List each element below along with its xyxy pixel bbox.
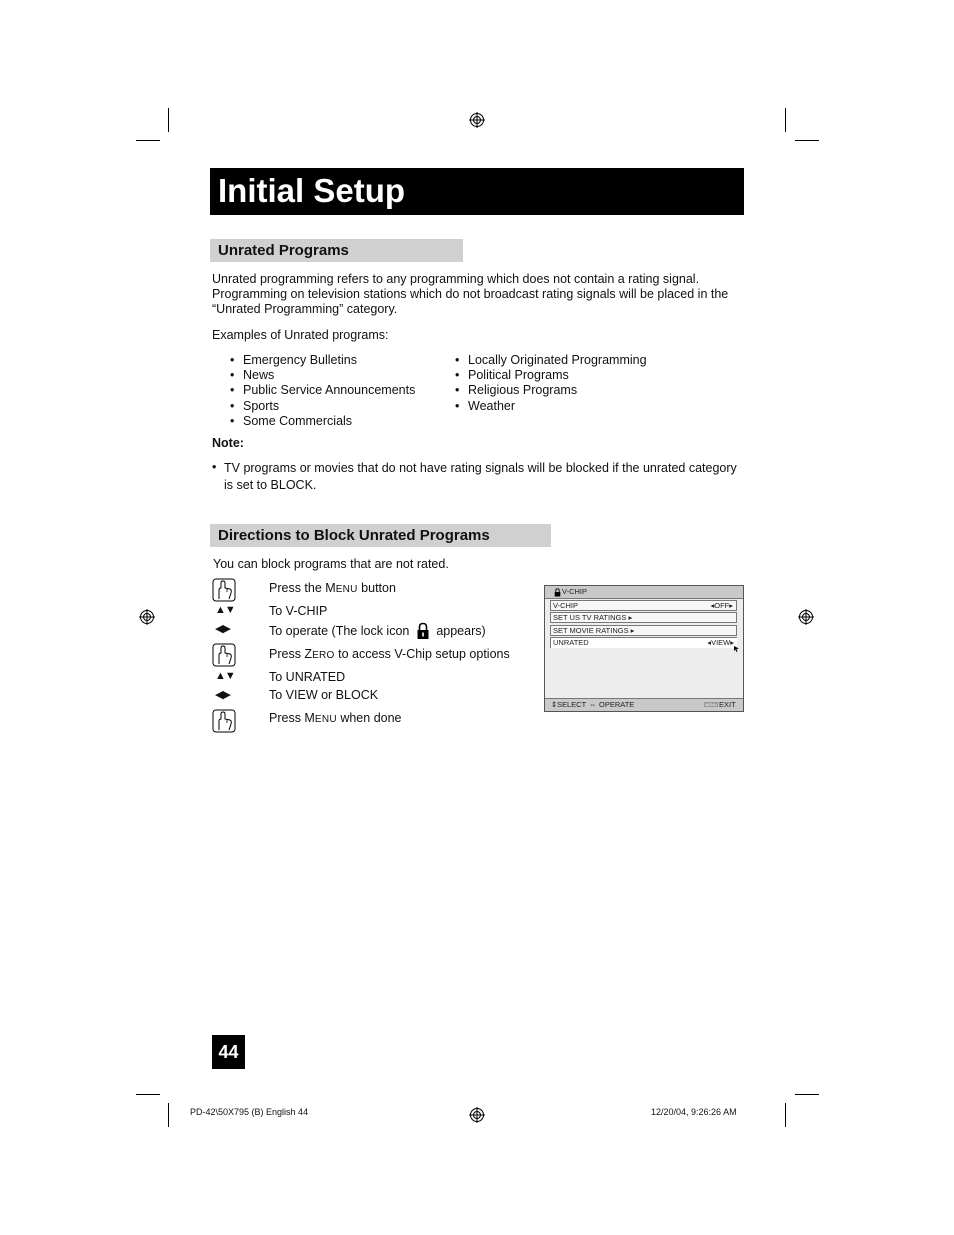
osd-row-label: V-CHIP	[553, 601, 579, 610]
list-item: • Public Service Announcements	[230, 383, 415, 398]
page-title-bar	[210, 168, 744, 215]
lock-icon	[416, 622, 430, 640]
step-text: when done	[336, 711, 402, 725]
updown-icon: ⇕	[551, 700, 558, 709]
cursor-icon	[734, 646, 740, 652]
step-text: ERO	[312, 650, 335, 661]
osd-label-text: SET MOVIE RATINGS	[553, 626, 629, 635]
examples-list-left	[230, 353, 415, 429]
crop-mark	[785, 1103, 786, 1127]
step-text: Press Z	[269, 647, 313, 661]
osd-operate-label: OPERATE	[599, 700, 635, 709]
osd-exit-label: EXIT	[719, 700, 736, 709]
footer-right: 12/20/04, 9:26:26 AM	[651, 1107, 737, 1117]
leftright-icon: ⇔	[589, 700, 597, 709]
osd-row-us-tv-ratings	[550, 612, 737, 623]
step-press-menu-done	[269, 711, 402, 725]
note-line: TV programs or movies that do not have rating signals will be blocked if the unrated category	[224, 461, 737, 475]
osd-row-vchip	[550, 600, 737, 611]
osd-header	[545, 586, 743, 599]
crop-mark	[168, 1103, 169, 1127]
registration-mark-icon	[798, 609, 814, 625]
osd-row-movie-ratings	[550, 625, 737, 636]
crop-mark	[795, 1094, 819, 1095]
step-text: button	[357, 581, 396, 595]
registration-mark-icon	[469, 112, 485, 128]
up-down-arrows-icon: ▲▼	[215, 670, 235, 682]
list-item: • Weather	[455, 399, 647, 414]
step-text: ENU	[335, 584, 358, 595]
osd-label-text: SET US TV RATINGS	[553, 613, 627, 622]
intro-line: Programming on television stations which do not broadcast rating signals will be placed in the	[212, 287, 729, 301]
hand-press-icon	[212, 578, 236, 602]
crop-mark	[136, 140, 160, 141]
step-text: appears)	[436, 624, 486, 638]
left-right-arrows-icon: ◀▶	[215, 689, 230, 701]
up-down-arrows-icon: ▲▼	[215, 604, 235, 616]
list-item: • Emergency Bulletins	[230, 353, 415, 368]
note-bullet: •	[212, 460, 217, 474]
footer-left: PD-42\50X795 (B) English 44	[190, 1107, 309, 1117]
list-item: • Some Commercials	[230, 414, 415, 429]
hand-press-icon	[212, 709, 236, 733]
crop-mark	[136, 1094, 160, 1095]
osd-value-text: OFF	[714, 601, 730, 610]
step-text: To operate (The lock icon	[269, 624, 410, 638]
crop-mark	[795, 140, 819, 141]
list-item: • Political Programs	[455, 368, 647, 383]
section-heading-directions: Directions to Block Unrated Programs	[210, 524, 551, 547]
step-text: ENU	[314, 714, 337, 725]
osd-title: V-CHIP	[562, 587, 588, 596]
osd-row-value: ◂VIEW▸	[707, 638, 734, 647]
list-item: • Sports	[230, 399, 415, 414]
step-to-unrated: To UNRATED	[269, 670, 346, 684]
step-operate	[269, 622, 486, 640]
crop-mark	[785, 108, 786, 132]
registration-mark-icon	[139, 609, 155, 625]
osd-row-unrated	[550, 637, 737, 648]
directions-intro: You can block programs that are not rated.	[213, 557, 449, 571]
osd-row-label: UNRATED	[553, 638, 589, 647]
osd-row-label: SET US TV RATINGS ▸	[553, 613, 633, 622]
lock-icon	[554, 588, 561, 597]
section-heading-unrated-programs: Unrated Programs	[210, 239, 463, 262]
note-text	[224, 460, 754, 494]
page-number: 44	[212, 1035, 245, 1069]
examples-label: Examples of Unrated programs:	[212, 328, 389, 342]
list-item: • Locally Originated Programming	[455, 353, 647, 368]
step-press-zero	[269, 647, 510, 661]
hand-press-icon	[212, 643, 236, 667]
osd-select-label: SELECT	[557, 700, 587, 709]
list-item: • News	[230, 368, 415, 383]
unrated-intro	[212, 272, 752, 317]
note-line: is set to BLOCK.	[224, 478, 317, 492]
intro-line: Unrated programming refers to any programming which does not contain a rating signal.	[212, 272, 700, 286]
registration-mark-icon	[469, 1107, 485, 1123]
step-view-or-block: To VIEW or BLOCK	[269, 688, 379, 702]
osd-value-text: VIEW	[711, 638, 731, 647]
step-text: Press M	[269, 711, 315, 725]
intro-line: “Unrated Programming” category.	[212, 302, 398, 316]
step-text: to access V-Chip setup options	[334, 647, 510, 661]
osd-menu-badge: MENU	[705, 702, 717, 707]
step-text: Press the M	[269, 581, 336, 595]
examples-list-right	[455, 353, 647, 414]
step-press-menu	[269, 581, 396, 595]
note-label: Note:	[212, 436, 244, 450]
left-right-arrows-icon: ◀▶	[215, 623, 230, 635]
list-item: • Religious Programs	[455, 383, 647, 398]
vchip-osd-screen	[544, 585, 744, 712]
page-title: Initial Setup	[218, 172, 406, 209]
osd-row-label: SET MOVIE RATINGS ▸	[553, 626, 635, 635]
step-to-vchip: To V-CHIP	[269, 604, 328, 618]
osd-row-value: ◂OFF▸	[710, 601, 733, 610]
osd-footer	[545, 698, 743, 711]
crop-mark	[168, 108, 169, 132]
